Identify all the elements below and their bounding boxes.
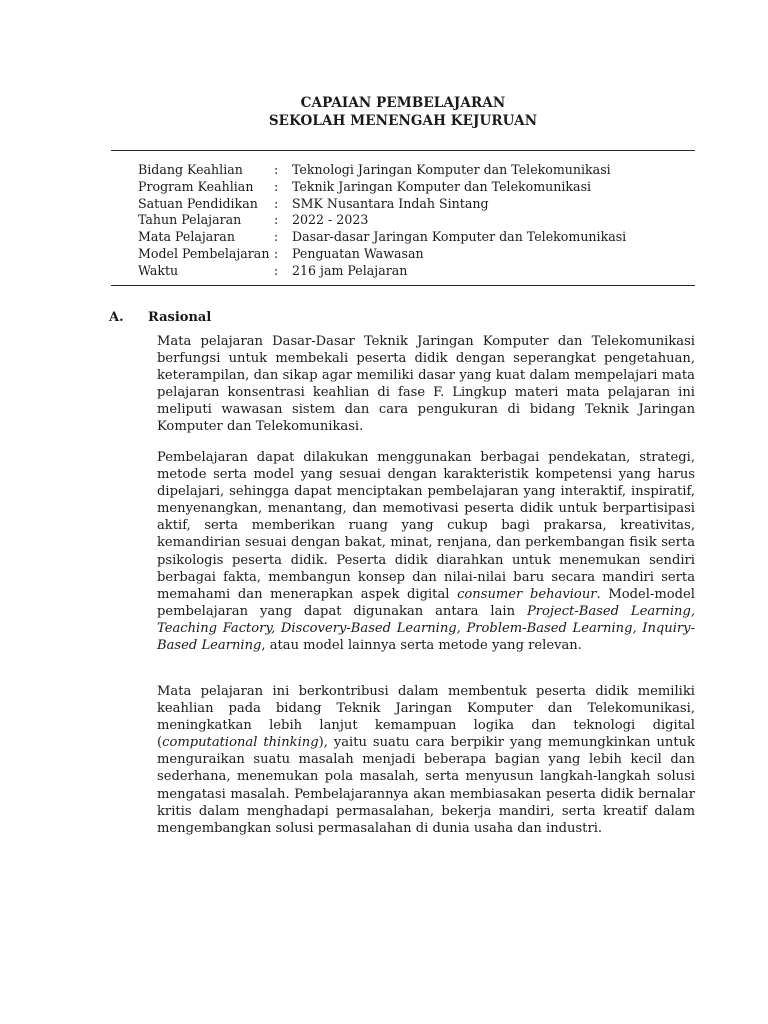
info-value: 2022 - 2023 bbox=[292, 212, 369, 228]
info-separator: : bbox=[274, 195, 279, 211]
info-label: Bidang Keahlian bbox=[138, 162, 243, 177]
italic-term: computational thinking bbox=[162, 735, 319, 751]
paragraph-text: , atau model lainnya serta metode yang relevan. bbox=[261, 638, 582, 654]
paragraph-text: ), yaitu suatu cara berpikir yang memungkinkan untuk menguraikan suatu masalah menjadi beberapa bagian yang lebih kecil dan sederhana, menemukan pola masalah, serta menyusun langkah-langkah solusi mengatasi masalah. Pembelajarannya akan membiasakan peserta didik bernalar kritis dalam menghadapi permasalahan, bekerja mandiri, serta kreatif dalam mengembangkan solusi permasalahan di dunia usaha dan industri. bbox=[157, 735, 695, 836]
paragraph-text: Mata pelajaran ini berkontribusi dalam membentuk peserta didik memiliki keahlian pada bidang Teknik Jaringan Komputer dan Telekomunikasi, meningkatkan lebih lanjut kemampuan logika dan teknologi digital ( bbox=[157, 684, 695, 751]
document-subtitle: SEKOLAH MENENGAH KEJURUAN bbox=[268, 113, 538, 129]
info-separator: : bbox=[274, 262, 279, 278]
info-separator: : bbox=[274, 229, 279, 245]
rasional-paragraph-2 bbox=[157, 449, 695, 654]
info-label: Tahun Pelajaran bbox=[138, 212, 242, 228]
rasional-paragraph-3 bbox=[157, 683, 695, 837]
document-title: CAPAIAN PEMBELAJARAN bbox=[300, 95, 506, 111]
info-separator: : bbox=[274, 245, 279, 261]
italic-term: Project-Based Learning, Teaching Factory, Discovery-Based Learning, Problem-Based Learning, Inquiry-Based Learning bbox=[157, 603, 696, 654]
top-divider bbox=[111, 150, 695, 151]
info-value: Penguatan Wawasan bbox=[292, 245, 424, 261]
info-value: Teknologi Jaringan Komputer dan Telekomunikasi bbox=[292, 162, 611, 177]
info-value: Dasar-dasar Jaringan Komputer dan Telekomunikasi bbox=[292, 229, 627, 245]
info-separator: : bbox=[274, 162, 279, 177]
info-label: Program Keahlian bbox=[138, 178, 254, 194]
italic-term: consumer behaviour bbox=[457, 586, 597, 602]
info-value: 216 jam Pelajaran bbox=[292, 262, 408, 278]
info-value: SMK Nusantara Indah Sintang bbox=[292, 195, 489, 211]
info-label: Mata Pelajaran bbox=[138, 229, 235, 245]
info-separator: : bbox=[274, 212, 279, 228]
section-heading: Rasional bbox=[148, 310, 212, 325]
info-label: Waktu bbox=[138, 262, 179, 278]
info-separator: : bbox=[274, 178, 279, 194]
rasional-paragraph-1: Mata pelajaran Dasar-Dasar Teknik Jaringan Komputer dan Telekomunikasi berfungsi untuk membekali peserta didik dengan seperangkat pengetahuan, keterampilan, dan sikap agar memiliki dasar yang kuat dalam mempelajari mata pelajaran konsentrasi keahlian di fase F. Lingkup materi mata pelajaran ini meliputi wawasan sistem dan cara pengukuran di bidang Teknik Jaringan Komputer dan Telekomunikasi. bbox=[157, 334, 695, 435]
paragraph-text: Pembelajaran dapat dilakukan menggunakan berbagai pendekatan, strategi, metode serta model yang sesuai dengan karakteristik kompetensi yang harus dipelajari, sehingga dapat menciptakan pembelajaran yang interaktif, inspiratif, menyenangkan, menantang, dan memotivasi peserta didik untuk berpartisipasi aktif, serta memberikan ruang yang cukup bagi prakarsa, kreativitas, kemandirian sesuai dengan bakat, minat, renjana, dan perkembangan fisik serta psikologis peserta didik. Peserta didik diarahkan untuk menemukan sendiri berbagai fakta, membangun konsep dan nilai-nilai baru secara mandiri serta memahami dan menerapkan aspek digital bbox=[157, 450, 695, 602]
bottom-divider bbox=[111, 285, 695, 286]
info-label: Satuan Pendidikan bbox=[138, 195, 258, 211]
paragraph-text: . Model-model pembelajaran yang dapat digunakan antara lain bbox=[157, 586, 695, 619]
section-number: A. bbox=[109, 310, 124, 325]
info-value: Teknik Jaringan Komputer dan Telekomunikasi bbox=[292, 178, 592, 194]
info-label: Model Pembelajaran bbox=[138, 245, 270, 261]
